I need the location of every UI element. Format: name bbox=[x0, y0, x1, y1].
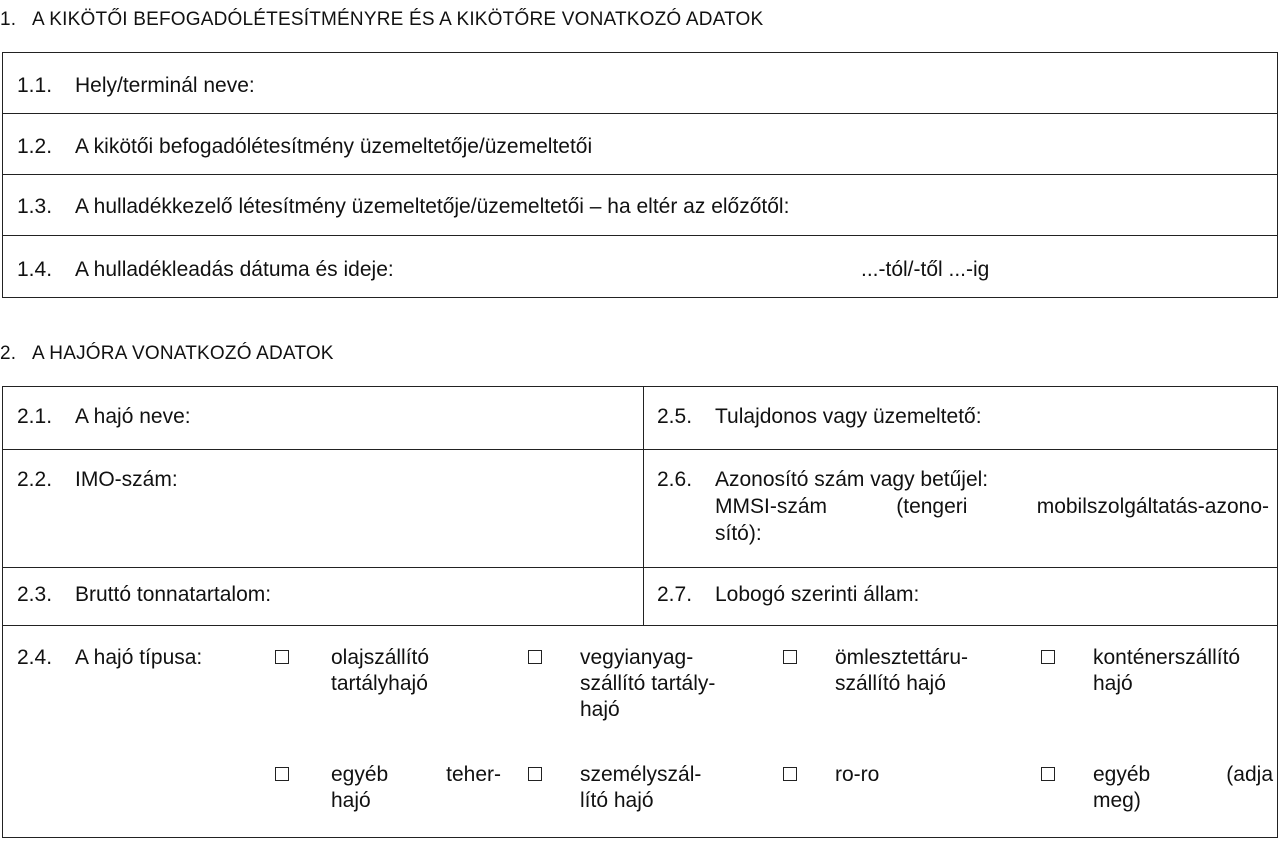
checkbox-other-specify[interactable] bbox=[1041, 767, 1055, 781]
row-2-3: 2.3. Bruttó tonnatartalom: 2.7. Lobogó szerinti állam: bbox=[3, 568, 1277, 626]
mmsi-line-continued: sító): bbox=[715, 522, 762, 545]
mmsi-line: MMSI-szám (tengeri mobilszolgáltatás-azono- bbox=[715, 495, 1269, 518]
section-1-title: A KIKÖTŐI BEFOGADÓLÉTESÍTMÉNYRE ÉS A KIKÖTŐRE VONATKOZÓ ADATOK bbox=[32, 9, 764, 30]
checkbox-bulk-carrier[interactable] bbox=[783, 650, 797, 664]
option-ro-ro: ro-ro bbox=[835, 763, 880, 786]
field-identification: 2.6. Azonosító szám vagy betűjel: MMSI-szám (tengeri mobilszolgáltatás-azono- sító): bbox=[657, 468, 1269, 545]
checkbox-container-ship[interactable] bbox=[1041, 650, 1055, 664]
checkbox-oil-tanker[interactable] bbox=[275, 650, 289, 664]
checkbox-chemical-tanker[interactable] bbox=[528, 650, 542, 664]
row-1-2: 1.2. A kikötői befogadólétesítmény üzemeltetője/üzemeltetői bbox=[3, 114, 1277, 175]
row-2-4: 2.4. A hajó típusa: olajszállító tartályhajó vegyianyag- szállító tartály- hajó ömlesztettáru- szállító hajó konténerszállító hajó egyéb teher- hajó személyszál- lító hajó ro-ro egyéb (adja meg) bbox=[17, 646, 1273, 812]
option-passenger-ship: személyszál- lító hajó bbox=[580, 763, 702, 812]
section-2-table bbox=[2, 386, 1278, 838]
row-2-2: 2.2. IMO-szám: 2.6. Azonosító szám vagy betűjel: MMSI-szám (tengeri mobilszolgáltatás-azono- sító): bbox=[3, 450, 1277, 568]
row-2-1: 2.1. A hajó neve: 2.5. Tulajdonos vagy üzemeltető: bbox=[3, 387, 1277, 450]
section-1-heading bbox=[0, 9, 763, 31]
checkbox-ro-ro[interactable] bbox=[783, 767, 797, 781]
option-chemical-tanker: vegyianyag- szállító tartály- hajó bbox=[580, 646, 716, 721]
option-container-ship: konténerszállító hajó bbox=[1093, 646, 1241, 695]
delivery-date-range: ...-tól/-től ...-ig bbox=[861, 258, 990, 281]
section-1-table bbox=[2, 52, 1278, 298]
option-other-cargo: egyéb teher- hajó bbox=[331, 763, 501, 812]
section-2-title: A HAJÓRA VONATKOZÓ ADATOK bbox=[32, 343, 334, 364]
option-oil-tanker: olajszállító tartályhajó bbox=[331, 646, 430, 695]
checkbox-other-cargo[interactable] bbox=[275, 767, 289, 781]
row-1-3: 1.3. A hulladékkezelő létesítmény üzemeltetője/üzemeltetői – ha eltér az előzőtől: bbox=[3, 175, 1277, 236]
checkbox-passenger-ship[interactable] bbox=[528, 767, 542, 781]
section-2-heading bbox=[0, 343, 334, 365]
section-2-number: 2. bbox=[0, 343, 17, 364]
section-1-number: 1. bbox=[0, 9, 17, 30]
option-other-specify: egyéb (adja meg) bbox=[1093, 763, 1273, 812]
option-bulk-carrier: ömlesztettáru- szállító hajó bbox=[835, 646, 969, 695]
row-1-4: 1.4. A hulladékleadás dátuma és ideje: ...-tól/-től ...-ig bbox=[17, 258, 990, 281]
row-1-1: 1.1. Hely/terminál neve: bbox=[3, 53, 1277, 114]
